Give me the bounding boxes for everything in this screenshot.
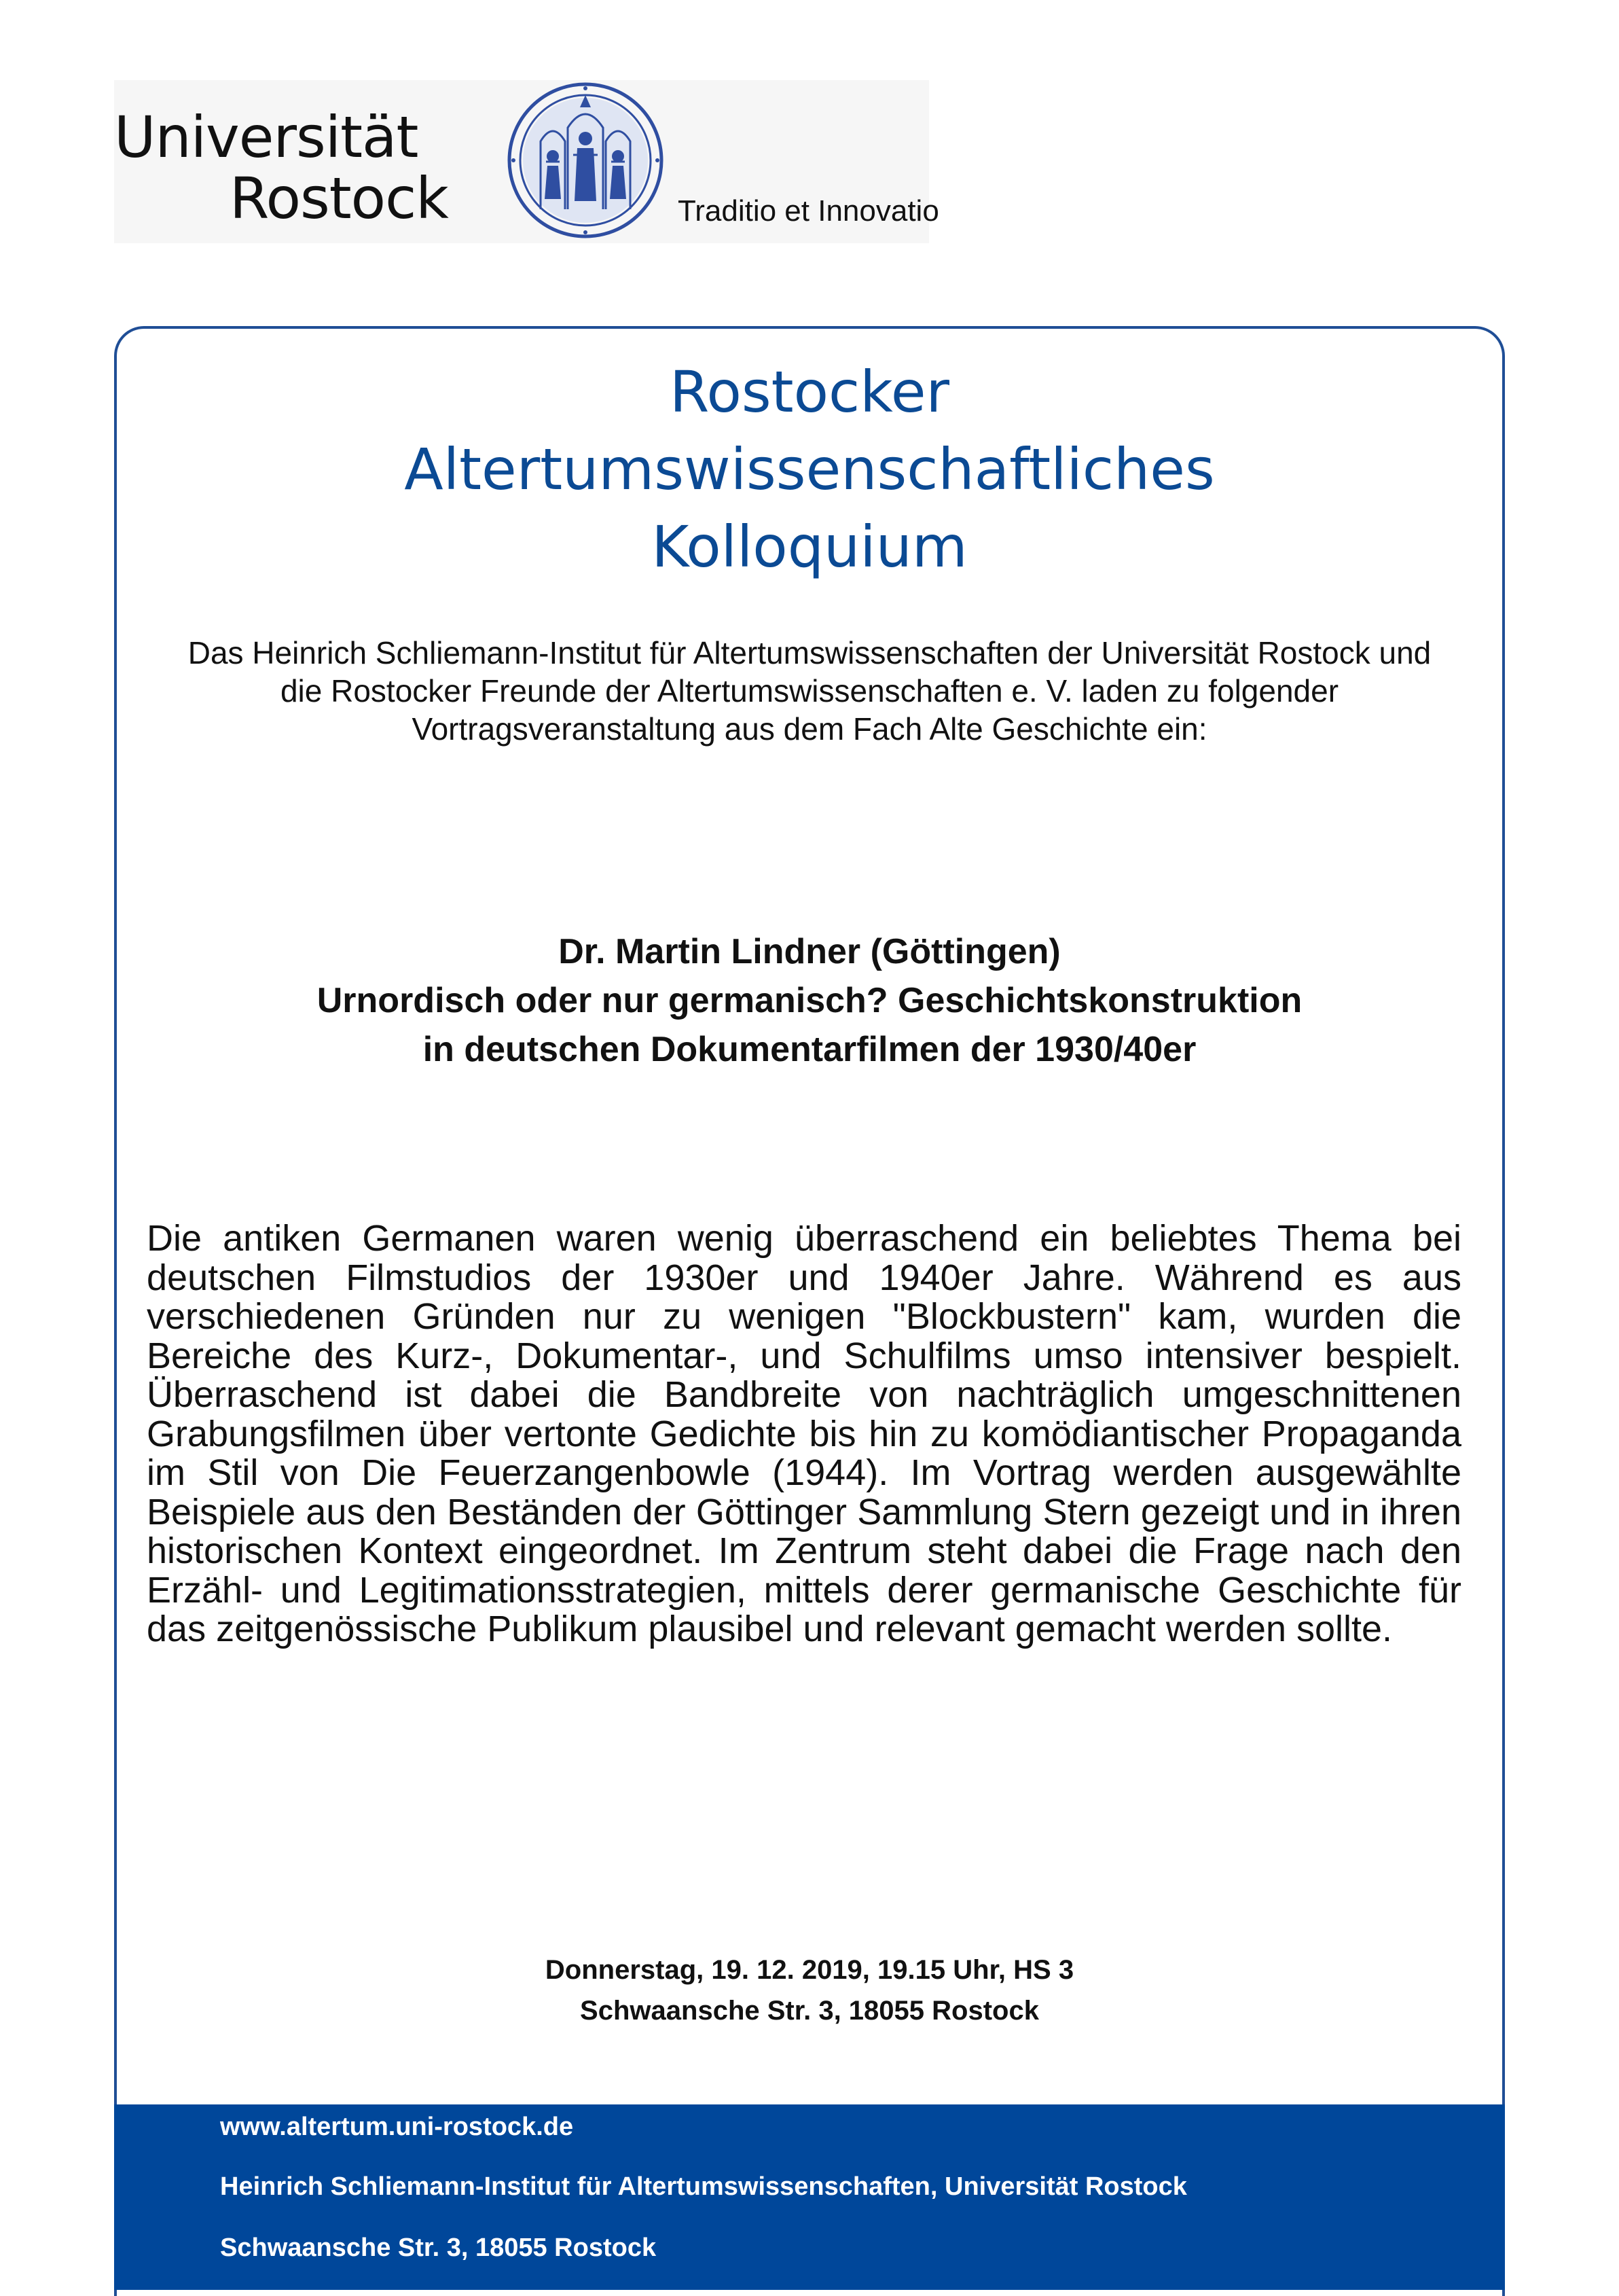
heading-line1: Rostocker <box>669 359 950 425</box>
logo-wordmark-line1: Universität <box>114 104 418 171</box>
abstract-line: im Stil von Die Feuerzangenbowle (1944). Im Vortrag werden ausgewählte <box>147 1452 1461 1493</box>
heading-line3: Kolloquium <box>651 514 968 580</box>
event-details <box>136 1950 1483 2031</box>
heading-line2: Altertumswissenschaftliches <box>404 436 1215 503</box>
event-address: Schwaansche Str. 3, 18055 Rostock <box>580 1996 1039 2026</box>
intro-line1: Das Heinrich Schliemann-Institut für Altertumswissenschaften der Universität Rostock und <box>187 635 1432 670</box>
abstract-line: Erzähl- und Legitimationsstrategien, mittels derer germanische Geschichte für <box>147 1569 1461 1611</box>
abstract-line: Die antiken Germanen waren wenig überraschend ein beliebtes Thema bei <box>147 1218 1461 1259</box>
university-seal-icon <box>505 80 666 240</box>
abstract-line: Grabungsfilmen über vertonte Gedichte bis hin zu komödiantischer Propaganda <box>147 1413 1461 1454</box>
logo-wordmark-line2: Rostock <box>230 165 448 232</box>
colloquium-heading <box>0 353 1619 586</box>
abstract-line: das zeitgenössische Publikum plausibel und relevant gemacht werden sollte. <box>147 1609 1393 1649</box>
intro-line3: Vortragsveranstaltung aus dem Fach Alte Geschichte ein: <box>412 711 1207 747</box>
university-logo <box>114 80 939 243</box>
abstract-line: deutschen Filmstudios der 1930er und 1940er Jahre. Während es aus <box>147 1257 1461 1298</box>
abstract-line: historischen Kontext eingeordnet. Im Zentrum steht dabei die Frage nach den <box>147 1530 1461 1571</box>
abstract-line: Beispiele aus den Beständen der Göttinger Sammlung Stern gezeigt und in ihren <box>147 1491 1461 1532</box>
logo-motto: Traditio et Innovatio <box>678 194 939 228</box>
invitation-text <box>136 634 1483 748</box>
logo-wordmark <box>114 104 448 232</box>
talk-info <box>136 927 1483 1074</box>
footer-website-link[interactable]: www.altertum.uni-rostock.de <box>220 2113 574 2141</box>
abstract-line: verschiedenen Gründen nur zu wenigen "Blockbustern" kam, wurden die <box>147 1296 1461 1337</box>
speaker-name: Dr. Martin Lindner (Göttingen) <box>558 932 1061 971</box>
abstract-line: Überraschend ist dabei die Bandbreite von nachträglich umgeschnittenen <box>147 1374 1461 1415</box>
footer-address: Schwaansche Str. 3, 18055 Rostock <box>220 2234 657 2262</box>
talk-title-line2: in deutschen Dokumentarfilmen der 1930/40er <box>422 1030 1197 1069</box>
footer-institute: Heinrich Schliemann-Institut für Altertumswissenschaften, Universität Rostock <box>220 2172 1187 2201</box>
talk-title-line1: Urnordisch oder nur germanisch? Geschichtskonstruktion <box>316 981 1303 1020</box>
event-datetime: Donnerstag, 19. 12. 2019, 19.15 Uhr, HS 3 <box>545 1955 1074 1985</box>
abstract-text <box>147 1219 1461 1649</box>
footer-bar <box>114 2104 1505 2290</box>
abstract-line: Bereiche des Kurz-, Dokumentar-, und Schulfilms umso intensiver bespielt. <box>147 1335 1461 1376</box>
intro-line2: die Rostocker Freunde der Altertumswissenschaften e. V. laden zu folgender <box>280 673 1339 708</box>
